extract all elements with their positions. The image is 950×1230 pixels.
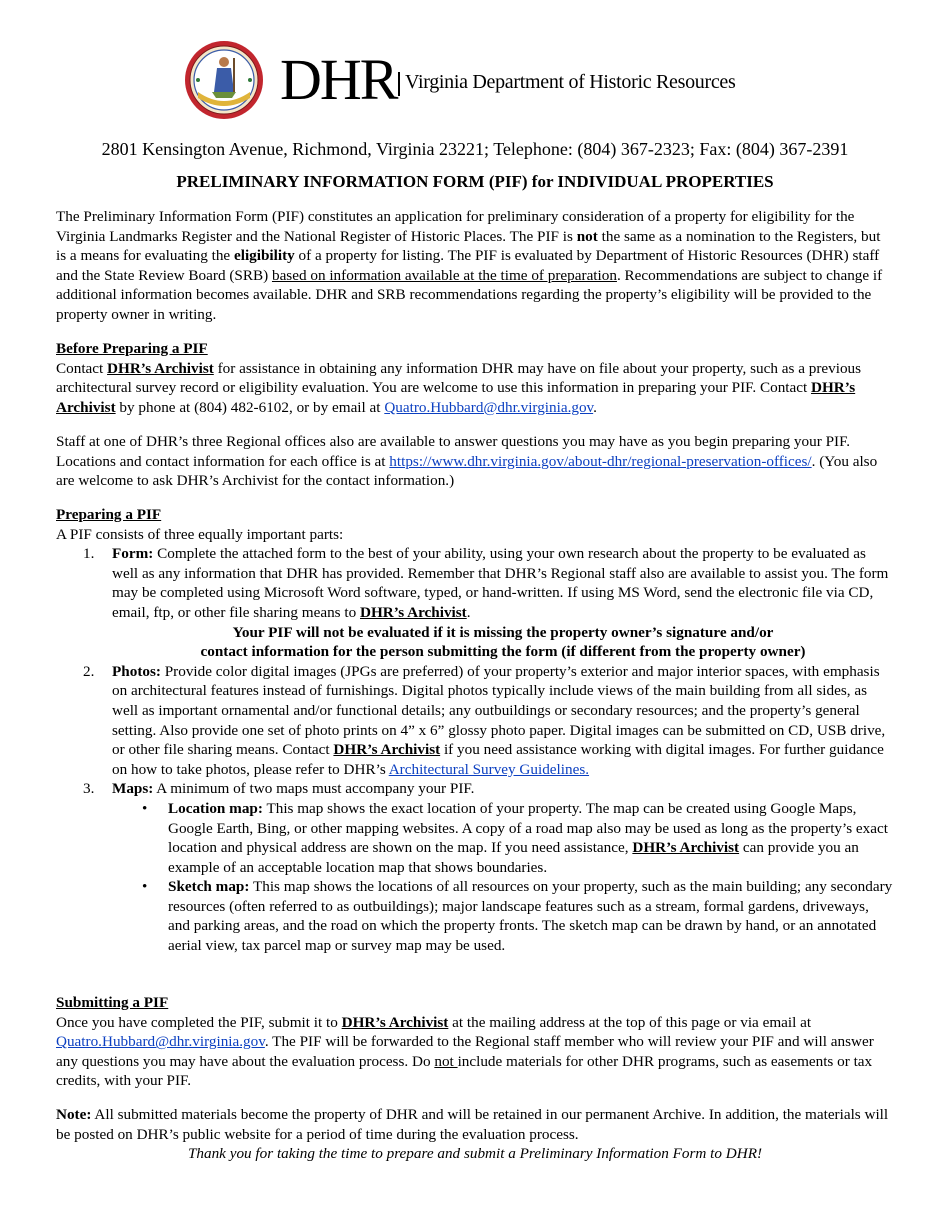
submit-text-a: Once you have completed the PIF, submit it to [56, 1013, 342, 1031]
submit-text-d: include materials for other DHR programs, such as easements or tax credits, with your PIF. [56, 1052, 873, 1090]
item-number: 2. [83, 662, 95, 680]
item-text: A minimum of two maps must accompany your PIF. [153, 780, 475, 798]
before-text-b: for assistance in obtaining any information DHR may have on file about your property, such as a previous architectural survey record or eligibility evaluation. You are welcome to use this information in preparing your PIF. Contact [56, 359, 862, 397]
before-text-a: Contact [56, 359, 108, 377]
archivist-ref: DHR’s Archivist [333, 741, 441, 759]
item-number: 3. [83, 780, 95, 798]
signature-warning-1: Your PIF will not be evaluated if it is missing the property owner’s signature and/or [232, 623, 774, 641]
bullet-text: This map shows the locations of all resources on your property, such as the main building; any secondary resources (often referred to as outbuildings); major landscape features such as a stream, formal gardens, driveways, and parking areas, and the road on which the property fronts. The sketch map can be drawn by hand, or an annotated aerial view, tax parcel map or survey map may be used. [168, 878, 893, 955]
preparing-lead: A PIF consists of three equally important parts: [56, 525, 344, 543]
before-paragraph-2 [56, 432, 894, 491]
before-paragraph-1 [56, 359, 894, 418]
intro-not: not [576, 227, 598, 245]
archivist-ref: DHR’s Archivist [632, 839, 740, 857]
archivist-ref: DHR’s Archivist [107, 359, 214, 377]
bullet-sketch-map [112, 877, 894, 955]
intro-text-3: of a property for listing. The PIF is evaluated by Department of Historic Resources (DHR) staff and the State Review Board (SRB) [56, 247, 880, 284]
before-text-c: by phone at (804) 482-6102, or by email at [115, 398, 385, 416]
submit-text-c: . The PIF will be forwarded to the Regional staff member who will review your PIF and will answer any questions you may have about the evaluation process. Do [56, 1033, 874, 1070]
agency-name: Virginia Department of Historic Resources [405, 71, 736, 93]
item-text: Complete the attached form to the best of your ability, using your own research about the property to be evaluated as well as any information that DHR has provided. Remember that DHR’s Regional staff also are available to assist you. The form may be completed using Microsoft Word software, typed, or hand-written. If using MS Word, send the electronic file via CD, email, ftp, or other file sharing means to [112, 545, 889, 621]
thank-you-line: Thank you for taking the time to prepare and submit a Preliminary Information Form to DHR! [187, 1145, 763, 1163]
item-text-mid: if you need assistance working with digital images. For further guidance on how to take photos, please refer to DHR’s [112, 741, 884, 778]
form-title: PRELIMINARY INFORMATION FORM (PIF) for INDIVIDUAL PROPERTIES [176, 172, 774, 191]
item-number: 1. [83, 545, 95, 563]
regional-offices-link[interactable]: https://www.dhr.virginia.gov/about-dhr/regional-preservation-offices/ [389, 452, 812, 470]
note-label: Note: [56, 1106, 92, 1123]
before-heading: Before Preparing a PIF [56, 340, 208, 357]
list-item-form [56, 544, 894, 662]
intro-paragraph [56, 207, 894, 325]
pif-parts-list [56, 544, 894, 955]
regional-text-a: Staff at one of DHR’s three Regional offices also are available to answer questions you may have as you begin preparing your PIF. Locations and contact information for each office is at [56, 433, 851, 470]
bullet-text-end: can provide you an example of an acceptable location map that shows boundaries. [168, 839, 859, 876]
submit-email-link[interactable]: Quatro.Hubbard@dhr.virginia.gov [56, 1033, 265, 1051]
item-label: Maps: [112, 780, 154, 798]
regional-text-b: . (You also are welcome to ask DHR’s Archivist for the contact information.) [56, 452, 878, 490]
item-text-end: . [466, 603, 471, 621]
before-text-d: . [593, 398, 597, 416]
agency-address: 2801 Kensington Avenue, Richmond, Virginia 23221; Telephone: (804) 367-2323; Fax: (804) 367-2391 [101, 139, 849, 159]
intro-underlined: based on information available at the time of preparation [271, 266, 617, 284]
preparing-section [56, 505, 894, 956]
submit-text-b: at the mailing address at the top of this page or via email at [448, 1013, 812, 1031]
note-section [56, 1105, 894, 1164]
archivist-ref: DHR’s Archivist [341, 1013, 449, 1031]
archivist-ref: DHR’s Archivist [56, 379, 856, 416]
note-paragraph [56, 1105, 894, 1144]
bullet-label: Sketch map: [168, 878, 250, 896]
page-header [184, 40, 784, 124]
archivist-email-link[interactable]: Quatro.Hubbard@dhr.virginia.gov [384, 398, 594, 416]
bullet-icon: • [142, 799, 148, 817]
signature-warning-2: contact information for the person submitting the form (if different from the property owner) [200, 643, 806, 661]
preparing-heading: Preparing a PIF [56, 506, 162, 523]
submitting-paragraph [56, 1013, 894, 1091]
maps-bullet-list [112, 799, 894, 956]
item-text: Provide color digital images (JPGs are preferred) of your property’s exterior and major interior spaces, with emphasis on architectural features instead of furnishings. Digital photos typically include views of the main building from all sides, as well as important ornamental and/or functional details; any outbuildings or secondary resources; and the property’s general setting. Also provide one set of photo prints on 4” x 6” glossy photo paper. Digital images can be submitted on CD, USB drive, or other file sharing means. Contact [112, 662, 886, 759]
intro-eligibility: eligibility [233, 247, 295, 265]
list-item-maps [56, 779, 894, 955]
list-item-photos [56, 662, 894, 780]
intro-text-2: the same as a nomination to the Registers, but is a means for evaluating the [56, 227, 881, 265]
logo-divider [398, 72, 400, 96]
survey-guidelines-link[interactable]: Architectural Survey Guidelines. [388, 760, 590, 778]
intro-text-4: . Recommendations are subject to change if additional information becomes available. DHR and SRB recommendations regarding the property’s eligibility will be provided to the property owner in writing. [56, 266, 883, 323]
submit-not: not [434, 1052, 458, 1070]
note-text: All submitted materials become the property of DHR and will be retained in our permanent Archive. In addition, the materials will be posted on DHR’s public website for a period of time during the evaluation process. [56, 1106, 889, 1143]
bullet-label: Location map: [168, 799, 263, 817]
bullet-icon: • [142, 878, 148, 896]
submitting-section [56, 993, 894, 1091]
item-label: Form: [112, 545, 154, 563]
submitting-heading: Submitting a PIF [56, 994, 169, 1011]
bullet-text: This map shows the exact location of your property. The map can be created using Google Maps, Google Earth, Bing, or other mapping websites. A copy of a road map also may be used as long as the property’s exact location and physical address are shown on the map. If you need assistance, [168, 799, 888, 857]
item-label: Photos: [112, 662, 161, 680]
intro-text-1: The Preliminary Information Form (PIF) constitutes an application for preliminary consideration of a property for eligibility for the Virginia Landmarks Register and the National Register of Historic Places. The PIF is [56, 208, 855, 245]
bullet-location-map [112, 799, 894, 877]
dhr-logo-text: DHR [280, 47, 397, 112]
archivist-ref: DHR’s Archivist [360, 603, 467, 621]
virginia-seal-logo [184, 40, 264, 120]
before-section [56, 339, 894, 417]
